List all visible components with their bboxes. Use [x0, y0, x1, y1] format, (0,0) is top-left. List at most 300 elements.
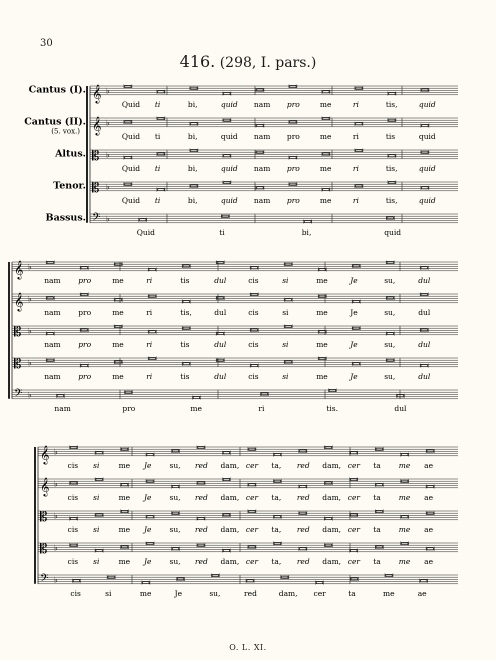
lyric-syllable: ae — [424, 524, 434, 534]
note-head — [121, 510, 127, 512]
piece-number: 416. — [179, 52, 216, 71]
voice-sublabel: (5. vox.) — [51, 127, 80, 136]
lyric-syllable: me — [319, 99, 332, 109]
lyric-syllable: si — [93, 460, 100, 470]
lyric-syllable: pro — [122, 403, 136, 413]
treble-clef-icon: 𝄞 — [92, 115, 102, 135]
lyric-syllable: cis — [70, 588, 81, 598]
note-head — [351, 478, 357, 480]
lyric-syllable: su, — [209, 588, 221, 598]
note-head — [96, 478, 102, 480]
alto-clef-icon: 𝄡 — [40, 509, 48, 525]
note-head — [70, 517, 76, 519]
note-head — [172, 548, 178, 550]
note-head — [125, 121, 131, 123]
lyric-syllable: quid — [220, 131, 238, 141]
lyric-syllable: cis — [67, 556, 79, 566]
flat-icon: ♭ — [54, 543, 58, 553]
treble-clef-icon: 𝄞 — [14, 291, 24, 311]
lyric-syllable: si — [282, 371, 289, 381]
lyric-syllable: quid — [418, 131, 436, 141]
note-head — [422, 124, 428, 126]
note-head — [183, 363, 189, 365]
note-head — [323, 188, 329, 190]
page-footer: O. L. XI. — [229, 643, 267, 652]
note-head — [274, 453, 280, 455]
lyric-syllable: quid — [384, 227, 402, 237]
note-head — [402, 453, 408, 455]
lyric-syllable: dam, — [220, 556, 240, 566]
note-head — [147, 516, 153, 518]
note-head — [397, 395, 403, 397]
treble-clef-icon: 𝄞 — [40, 444, 50, 464]
note-head — [81, 267, 87, 269]
lyric-syllable: tis — [385, 131, 396, 141]
lyric-syllable: me — [319, 195, 332, 205]
note-head — [290, 121, 296, 123]
lyric-syllable: red — [296, 460, 310, 470]
note-head — [323, 117, 329, 119]
note-head — [147, 542, 153, 544]
lyric-syllable: si — [282, 307, 289, 317]
note-head — [96, 452, 102, 454]
lyric-syllable: quid — [418, 163, 436, 173]
lyric-syllable: cis — [248, 371, 259, 381]
note-head — [421, 364, 427, 366]
lyric-syllable: su, — [384, 275, 396, 285]
note-head — [323, 91, 329, 93]
note-head — [198, 446, 204, 448]
lyric-syllable: me — [316, 371, 328, 381]
lyric-syllable: nam — [44, 307, 61, 317]
lyric-syllable: me — [398, 524, 411, 534]
note-head — [115, 325, 121, 327]
lyric-syllable: su, — [169, 556, 181, 566]
lyric-syllable: nam — [44, 371, 61, 381]
lyric-syllable: ti — [219, 227, 225, 237]
lyric-syllable: Je — [350, 275, 358, 285]
lyric-syllable: quid — [418, 99, 436, 109]
voice-label: Cantus (I). — [28, 84, 86, 96]
lyric-syllable: cer — [245, 492, 259, 502]
lyric-syllable: cer — [245, 460, 259, 470]
flat-icon: ♭ — [106, 182, 110, 192]
lyric-syllable: cer — [347, 556, 361, 566]
flat-icon: ♭ — [54, 575, 58, 585]
lyric-syllable: me — [398, 492, 411, 502]
note-head — [249, 484, 255, 486]
lyric-syllable: Je — [350, 339, 358, 349]
lyric-syllable: me — [139, 588, 152, 598]
note-head — [177, 578, 183, 580]
lyric-syllable: dam, — [322, 556, 342, 566]
lyric-syllable: Je — [350, 307, 358, 317]
lyric-syllable: pro — [78, 307, 92, 317]
flat-icon: ♭ — [28, 326, 32, 336]
lyric-syllable: ri — [146, 275, 153, 285]
note-head — [249, 546, 255, 548]
note-head — [193, 396, 199, 398]
note-head — [251, 267, 257, 269]
lyric-syllable: dam, — [220, 460, 240, 470]
note-head — [224, 181, 230, 183]
lyric-syllable: pro — [286, 131, 300, 141]
note-head — [285, 361, 291, 363]
flat-icon: ♭ — [106, 118, 110, 128]
lyric-syllable: cer — [347, 492, 361, 502]
lyric-syllable: su, — [169, 460, 181, 470]
note-head — [47, 332, 53, 334]
lyric-syllable: dul — [214, 339, 227, 349]
lyric-syllable: ri — [258, 403, 265, 413]
lyric-syllable: me — [118, 492, 131, 502]
note-head — [285, 325, 291, 327]
note-head — [376, 484, 382, 486]
lyric-syllable: cis — [67, 460, 79, 470]
note-head — [351, 514, 357, 516]
lyric-syllable: ri — [146, 307, 153, 317]
note-head — [356, 185, 362, 187]
lyric-syllable: si — [93, 556, 100, 566]
note-head — [125, 156, 131, 158]
lyric-syllable: ta, — [271, 524, 282, 534]
lyric-syllable: pro — [78, 339, 92, 349]
alto-clef-icon: 𝄡 — [92, 180, 100, 196]
lyric-syllable: si — [93, 492, 100, 502]
page-number: 30 — [40, 38, 53, 49]
lyric-syllable: quid — [418, 195, 436, 205]
lyric-syllable: pro — [78, 275, 92, 285]
lyric-syllable: dul — [418, 371, 431, 381]
lyric-syllable: su, — [384, 307, 396, 317]
lyric-syllable: cer — [313, 588, 326, 598]
lyric-syllable: Je — [144, 460, 152, 470]
lyric-syllable: me — [112, 307, 124, 317]
voice-label: Altus. — [55, 148, 86, 160]
note-head — [257, 187, 263, 189]
note-head — [223, 514, 229, 516]
note-head — [183, 265, 189, 267]
note-head — [261, 393, 267, 395]
flat-icon: ♭ — [28, 294, 32, 304]
note-head — [389, 92, 395, 94]
note-head — [300, 485, 306, 487]
note-head — [81, 329, 87, 331]
lyric-syllable: ri — [146, 371, 153, 381]
lyric-syllable: quid — [220, 163, 238, 173]
lyric-syllable: ri — [352, 99, 359, 109]
note-head — [290, 156, 296, 158]
lyric-syllable: Je — [174, 588, 183, 598]
lyric-syllable: quid — [220, 99, 238, 109]
alto-clef-icon: 𝄡 — [92, 148, 100, 164]
note-head — [223, 452, 229, 454]
note-head — [198, 482, 204, 484]
lyric-syllable: me — [398, 460, 411, 470]
lyric-syllable: cis — [67, 524, 79, 534]
piece-subtitle: (298, I. pars.) — [219, 55, 317, 71]
lyric-syllable: me — [112, 275, 124, 285]
lyric-syllable: ae — [424, 556, 434, 566]
lyric-syllable: pro — [286, 195, 300, 205]
lyric-syllable: tis, — [385, 195, 398, 205]
lyric-syllable: ta — [373, 492, 381, 502]
lyric-syllable: Je — [350, 371, 358, 381]
treble-clef-icon: 𝄞 — [92, 83, 102, 103]
note-head — [351, 452, 357, 454]
note-head — [427, 485, 433, 487]
note-head — [149, 357, 155, 359]
note-head — [257, 89, 263, 91]
note-head — [223, 478, 229, 480]
note-head — [351, 578, 357, 580]
lyric-syllable: me — [118, 524, 131, 534]
lyric-syllable: me — [316, 275, 328, 285]
bass-clef-icon: 𝄢 — [40, 572, 49, 588]
lyric-syllable: pro — [78, 371, 92, 381]
note-head — [427, 450, 433, 452]
note-head — [158, 153, 164, 155]
note-head — [387, 332, 393, 334]
lyric-syllable: nam — [44, 339, 61, 349]
note-head — [47, 261, 53, 263]
lyric-syllable: ri — [352, 195, 359, 205]
lyric-syllable: red — [296, 556, 310, 566]
lyric-syllable: dul — [214, 275, 227, 285]
note-head — [325, 482, 331, 484]
lyric-syllable: ta, — [271, 492, 282, 502]
note-head — [300, 450, 306, 452]
lyric-syllable: Quid — [121, 131, 141, 141]
note-head — [251, 293, 257, 295]
note-head — [353, 300, 359, 302]
note-head — [212, 574, 218, 576]
lyric-syllable: nam — [54, 403, 71, 413]
lyric-syllable: Quid — [121, 99, 141, 109]
note-head — [191, 149, 197, 151]
note-head — [121, 484, 127, 486]
flat-icon: ♭ — [28, 358, 32, 368]
lyric-syllable: bi, — [187, 131, 198, 141]
lyric-syllable: su, — [384, 371, 396, 381]
flat-icon: ♭ — [54, 447, 58, 457]
lyric-syllable: si — [282, 275, 289, 285]
lyric-syllable: pro — [286, 163, 300, 173]
flat-icon: ♭ — [106, 150, 110, 160]
note-head — [143, 581, 149, 583]
note-head — [387, 261, 393, 263]
lyric-syllable: dul — [418, 307, 431, 317]
lyric-syllable: dam, — [322, 492, 342, 502]
note-head — [224, 92, 230, 94]
lyric-syllable: ta — [348, 588, 356, 598]
note-head — [125, 85, 131, 87]
lyric-syllable: dul — [418, 339, 431, 349]
lyric-syllable: tis — [180, 339, 190, 349]
lyric-syllable: dul — [418, 275, 431, 285]
flat-icon: ♭ — [28, 262, 32, 272]
lyric-syllable: dul — [214, 307, 227, 317]
lyric-syllable: me — [112, 339, 124, 349]
note-head — [81, 364, 87, 366]
note-head — [421, 329, 427, 331]
lyric-syllable: si — [93, 524, 100, 534]
lyric-syllable: me — [319, 163, 332, 173]
note-head — [121, 546, 127, 548]
lyric-syllable: red — [244, 588, 257, 598]
note-head — [158, 188, 164, 190]
note-head — [96, 514, 102, 516]
note-head — [274, 516, 280, 518]
note-head — [274, 542, 280, 544]
note-head — [387, 297, 393, 299]
lyric-syllable: me — [316, 339, 328, 349]
lyric-syllable: me — [190, 403, 202, 413]
lyric-syllable: nam — [253, 99, 271, 109]
lyric-syllable: cer — [245, 556, 259, 566]
note-head — [389, 155, 395, 157]
lyric-syllable: ri — [352, 163, 359, 173]
alto-clef-icon: 𝄡 — [40, 541, 48, 557]
flat-icon: ♭ — [106, 214, 110, 224]
lyric-syllable: ti — [154, 163, 161, 173]
note-head — [70, 446, 76, 448]
lyric-syllable: cis — [248, 307, 259, 317]
lyric-syllable: quid — [220, 195, 238, 205]
lyric-syllable: me — [118, 460, 131, 470]
note-head — [224, 155, 230, 157]
lyric-syllable: ti — [154, 131, 161, 141]
lyric-syllable: ae — [424, 492, 434, 502]
lyric-syllable: ri — [146, 339, 153, 349]
lyric-syllable: red — [194, 556, 208, 566]
lyric-syllable: nam — [253, 131, 271, 141]
note-head — [96, 549, 102, 551]
note-head — [285, 299, 291, 301]
lyric-syllable: nam — [253, 163, 271, 173]
lyric-syllable: su, — [384, 339, 396, 349]
note-head — [249, 510, 255, 512]
note-head — [389, 181, 395, 183]
note-head — [351, 549, 357, 551]
note-head — [316, 581, 322, 583]
lyric-syllable: me — [316, 307, 328, 317]
flat-icon: ♭ — [54, 479, 58, 489]
note-head — [386, 574, 392, 576]
lyric-syllable: bi, — [187, 163, 198, 173]
note-head — [300, 548, 306, 550]
lyric-syllable: Quid — [121, 163, 141, 173]
lyric-syllable: cis — [67, 492, 79, 502]
lyric-syllable: ae — [417, 588, 427, 598]
note-head — [353, 363, 359, 365]
note-head — [323, 153, 329, 155]
note-head — [149, 268, 155, 270]
lyric-syllable: tis — [180, 275, 190, 285]
lyric-syllable: dul — [394, 403, 407, 413]
note-head — [81, 293, 87, 295]
lyric-syllable: nam — [253, 195, 271, 205]
lyric-syllable: tis, — [385, 163, 398, 173]
lyric-syllable: me — [398, 556, 411, 566]
note-head — [356, 123, 362, 125]
lyric-syllable: dam, — [220, 492, 240, 502]
note-head — [191, 185, 197, 187]
lyric-syllable: Je — [144, 556, 152, 566]
lyric-syllable: cer — [245, 524, 259, 534]
lyric-syllable: Je — [144, 524, 152, 534]
note-head — [421, 267, 427, 269]
note-head — [376, 510, 382, 512]
alto-clef-icon: 𝄡 — [14, 324, 22, 340]
note-head — [140, 219, 146, 221]
note-head — [420, 580, 426, 582]
voice-label: Cantus (II). — [24, 116, 86, 128]
voice-label: Tenor. — [53, 180, 86, 192]
note-head — [376, 546, 382, 548]
note-head — [290, 85, 296, 87]
lyric-syllable: si — [282, 339, 289, 349]
lyric-syllable: pro — [286, 99, 300, 109]
lyric-syllable: dam, — [322, 524, 342, 534]
lyric-syllable: bi, — [187, 195, 198, 205]
bass-clef-icon: 𝄢 — [92, 211, 101, 227]
lyric-syllable: red — [296, 524, 310, 534]
lyric-syllable: me — [118, 556, 131, 566]
lyric-syllable: red — [296, 492, 310, 502]
note-head — [387, 217, 393, 219]
note-head — [319, 331, 325, 333]
lyric-syllable: Quid — [121, 195, 141, 205]
lyric-syllable: cis — [248, 339, 259, 349]
lyric-syllable: red — [194, 524, 208, 534]
note-head — [198, 517, 204, 519]
bass-clef-icon: 𝄢 — [14, 387, 23, 403]
note-head — [319, 357, 325, 359]
lyric-syllable: ti — [154, 195, 161, 205]
lyric-syllable: bi, — [301, 227, 312, 237]
lyric-syllable: dam, — [322, 460, 342, 470]
note-head — [251, 364, 257, 366]
note-head — [115, 361, 121, 363]
lyric-syllable: ta, — [271, 460, 282, 470]
note-head — [402, 516, 408, 518]
note-head — [57, 395, 63, 397]
lyric-syllable: su, — [169, 524, 181, 534]
note-head — [223, 549, 229, 551]
lyric-syllable: dam, — [278, 588, 298, 598]
lyric-syllable: ta — [373, 524, 381, 534]
note-head — [251, 329, 257, 331]
lyric-syllable: cer — [347, 524, 361, 534]
note-head — [47, 297, 53, 299]
lyric-syllable: tis — [180, 371, 190, 381]
note-head — [353, 265, 359, 267]
note-head — [356, 149, 362, 151]
lyric-syllable: si — [105, 588, 112, 598]
lyric-syllable: me — [112, 371, 124, 381]
lyric-syllable: tis, — [385, 99, 398, 109]
note-head — [147, 453, 153, 455]
note-head — [421, 293, 427, 295]
note-head — [325, 517, 331, 519]
treble-clef-icon: 𝄞 — [40, 476, 50, 496]
lyric-syllable: ri — [352, 131, 359, 141]
note-head — [149, 331, 155, 333]
note-head — [247, 580, 253, 582]
note-head — [158, 117, 164, 119]
note-head — [172, 485, 178, 487]
